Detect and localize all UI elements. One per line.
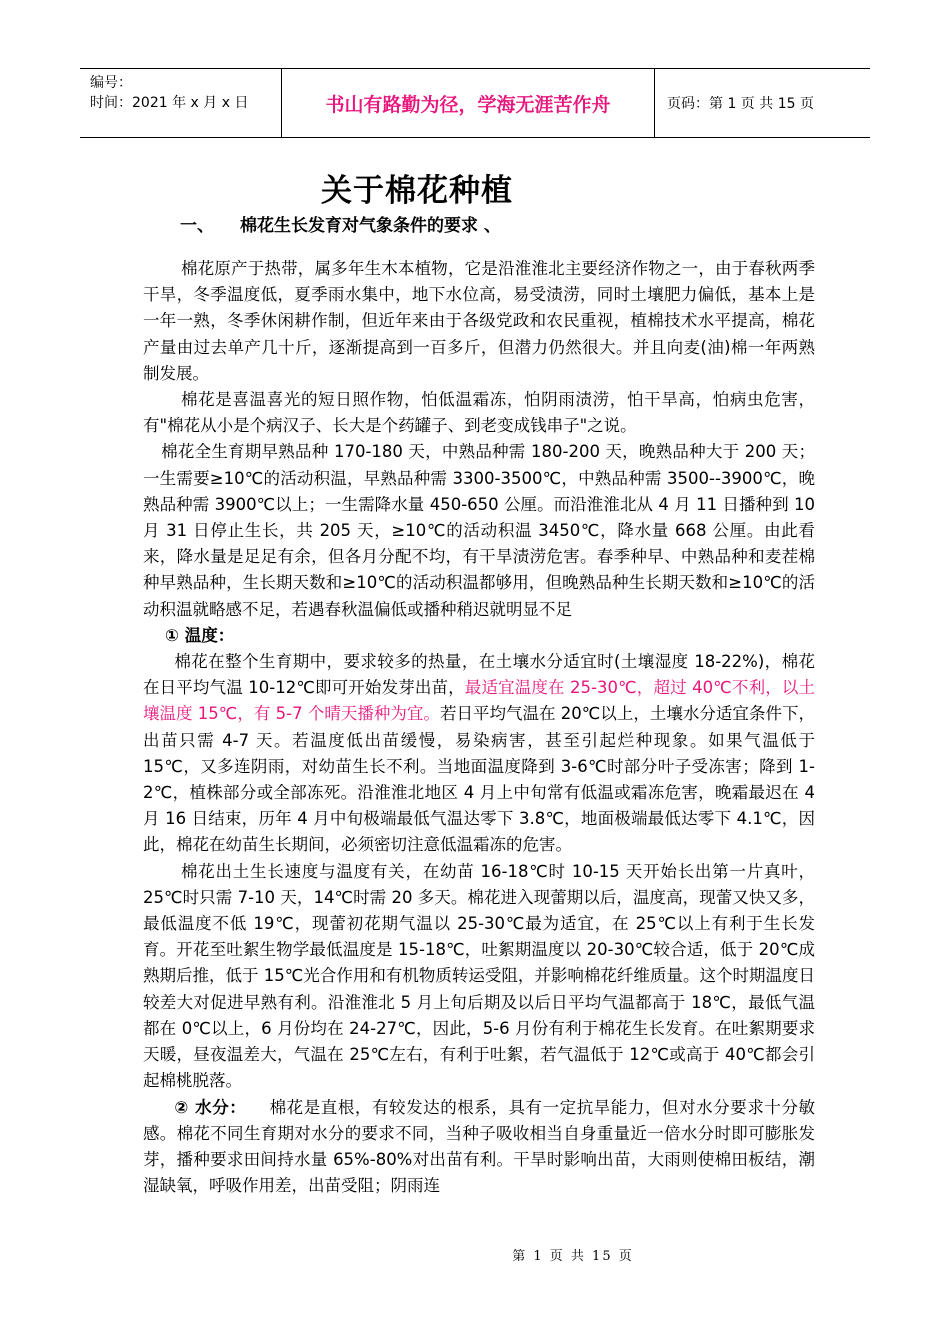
document-title xyxy=(0,165,950,210)
paragraph-growth-period: 棉花全生育期早熟品种 170-180 天，中熟品种需 180-200 天，晚熟品种大于 200 天；一生需要≥10℃的活动积温，早熟品种需 3300-3500℃，中熟品种需 3500--3900℃，晚熟品种需 3900℃以上；一生需降水量 450-650 公厘。而沿淮淮北从 4 月 11 日播种到 10 月 31 日停止生长，共 205 天，≥10℃的活动积温 3450℃，降水量 668 公厘。由此看来，降水量是足足有余，但各月分配不均，有干旱渍涝危害。春季种早、中熟品种和麦茬棉种早熟品种，生长期天数和≥10℃的活动积温都够用，但晚熟品种生长期天数和≥10℃的活动积温就略感不足，若遇春秋温偏低或播种稍迟就明显不足 xyxy=(143,442,815,619)
paragraph-water xyxy=(143,1095,815,1200)
temperature-highlight: 最适宜温度在 25-30℃，超过 40℃不利，以土壤温度 15℃，有 5-7 个晴天播种为宜。 xyxy=(143,678,815,724)
header-meta xyxy=(80,69,282,137)
serial-label: 编号： xyxy=(90,75,132,91)
paragraph-characteristics: 棉花是喜温喜光的短日照作物，怕低温霜冻，怕阴雨渍涝，怕干旱高，怕病虫危害，有"棉花从小是个病汉子、长大是个药罐子、到老变成钱串子"之说。 xyxy=(143,390,815,436)
water-text: 棉花是直根，有较发达的根系，具有一定抗旱能力，但对水分要求十分敏感。棉花不同生育期对水分的要求不同，当种子吸收相当自身重量近一倍水分时即可膨胀发芽，播种要求田间持水量 65%-80%对出苗有利。干旱时影响出苗，大雨则使棉田板结，潮湿缺氧，呼吸作用差，出苗受阻；阴雨连 xyxy=(143,1097,816,1196)
section-heading-text: 棉花生长发育对气象条件的要求 、 xyxy=(240,216,501,236)
paragraph-growth-speed: 棉花出土生长速度与温度有关，在幼苗 16-18℃时 10-15 天开始长出第一片真叶，25℃时只需 7-10 天，14℃时需 20 多天。棉花进入现蕾期以后，温度高，现蕾又快又多，最低温度不低 19℃，现蕾初花期气温以 25-30℃最为适宜，在 25℃以上有利于生长发育。开花至吐絮生物学最低温度是 15-18℃，吐絮期温度以 20-30℃较合适，低于 20℃成熟期后推，低于 15℃光合作用和有机物质转运受阻，并影响棉花纤维质量。这个时期温度日较差大对促进早熟有利。沿淮淮北 5 月上旬后期及以后日平均气温都高于 18℃，最低气温都在 0℃以上，6 月份均在 24-27℃，因此，5-6 月份有利于棉花生长发育。在吐絮期要求天暖，昼夜温差大，气温在 25℃左右，有利于吐絮，若气温低于 12℃或高于 40℃都会引起棉桃脱落。 xyxy=(143,861,815,1091)
document-body xyxy=(143,256,815,1199)
section-number: 一、 xyxy=(180,216,214,236)
date-line: 时间：2021 年 x 月 x 日 xyxy=(90,95,249,111)
temperature-heading: ① 温度： xyxy=(165,625,235,645)
section-heading xyxy=(180,211,501,236)
paragraph-intro: 棉花原产于热带，属多年生木本植物，它是沿淮淮北主要经济作物之一，由于春秋两季干旱，冬季温度低，夏季雨水集中，地下水位高，易受渍涝，同时土壤肥力偏低，基本上是一年一熟，冬季休闲耕作制，但近年来由于各级党政和农民重视，植棉技术水平提高，棉花产量由过去单产几十斤，逐渐提高到一百多斤，但潜力仍然很大。并且向麦(油)棉一年两熟制发展。 xyxy=(143,259,815,383)
temperature-text-b: 若日平均气温在 20℃以上，土壤水分适宜条件下，出苗只需 4-7 天。若温度低出苗缓慢，易染病害，甚至引起烂种现象。如果气温低于 15℃，又多连阴雨，对幼苗生长不利。当地面温度降到 3-6℃时部分叶子受冻害；降到 1-2℃，植株部分或全部冻死。沿淮淮北地区 4 月上中旬常有低温或霜冻危害，晚霜最迟在 4 月 16 日结束，历年 4 月中旬极端最低气温达零下 3.8℃，地面极端最低达零下 4.1℃，因此，棉花在幼苗生长期间，必须密切注意低温霜冻的危害。 xyxy=(143,704,815,855)
temperature-text-a: 棉花在整个生育期中，要求较多的热量，在土壤水分适宜时(土壤湿度 18-22%)，棉花在日平均气温 10-12℃即可开始发芽出苗， xyxy=(143,652,815,698)
water-heading: ② 水分： xyxy=(174,1097,247,1117)
page-footer xyxy=(0,1245,950,1264)
header-table xyxy=(80,68,870,138)
header-motto: 书山有路勤为径，学海无涯苦作舟 xyxy=(282,69,655,137)
footer-page-number: 第 1 页 共 15 页 xyxy=(512,1249,634,1264)
document-title-text: 关于棉花种植 xyxy=(321,173,513,209)
paragraph-temperature xyxy=(143,649,815,859)
header-page-info: 页码：第 1 页 共 15 页 xyxy=(667,96,814,112)
